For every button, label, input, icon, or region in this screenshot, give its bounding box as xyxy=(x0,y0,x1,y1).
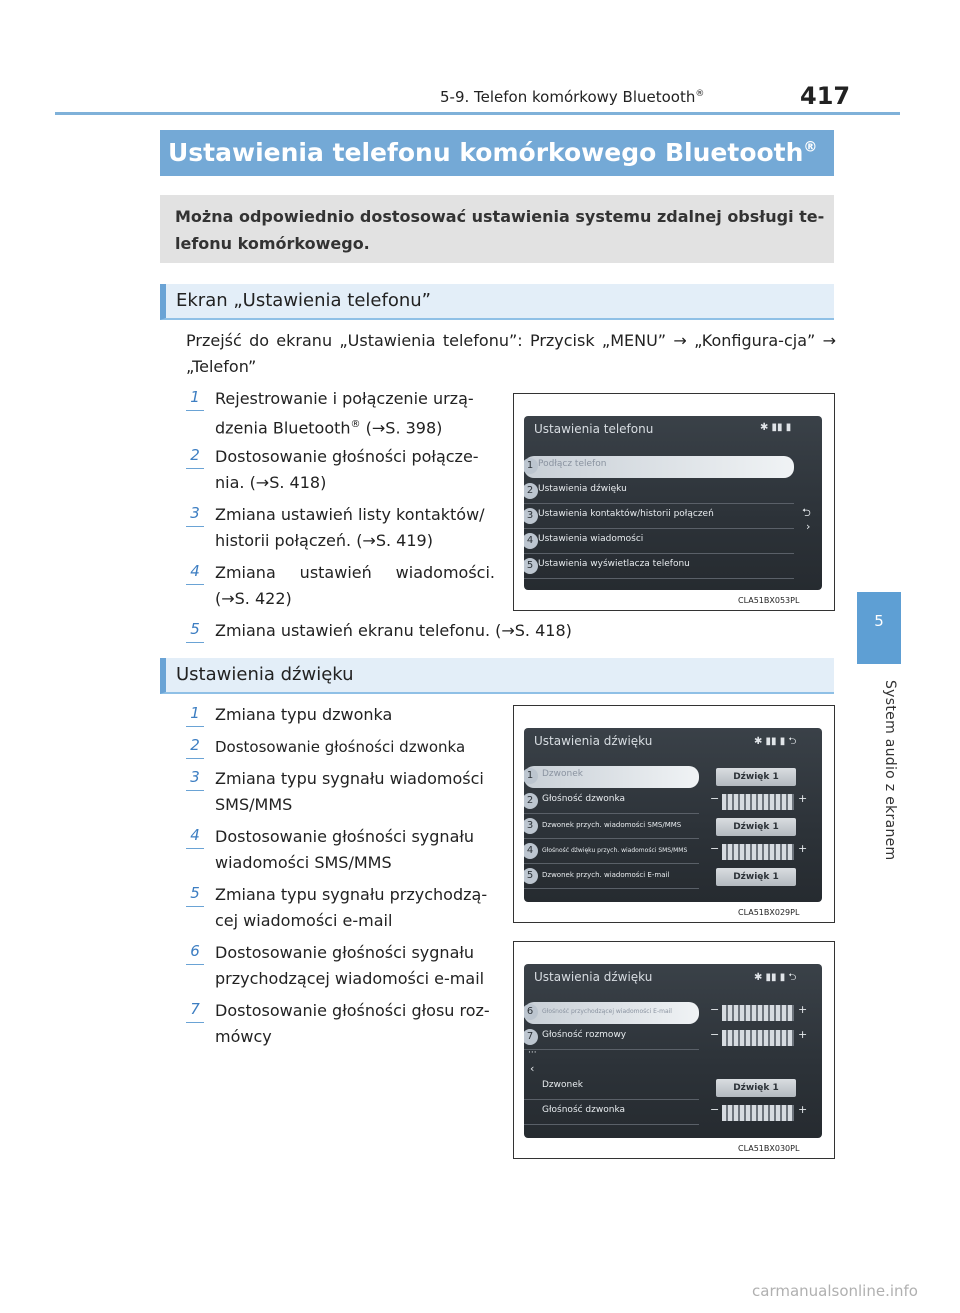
list-item xyxy=(215,734,465,760)
page-title-text: Ustawienia telefonu komórkowego Bluetooth xyxy=(168,138,804,167)
list-item xyxy=(215,766,484,818)
list-item-line: Zmiana ustawień listy kontaktów/ xyxy=(215,505,485,524)
screen-row-label: Ustawienia wiadomości xyxy=(538,534,644,544)
list-item-line: historii połączeń. (→S. 419) xyxy=(215,531,433,550)
list-item-line: wiadomości SMS/MMS xyxy=(215,853,392,872)
minus-icon: − xyxy=(710,792,720,805)
item-number: 6 xyxy=(186,942,204,965)
item-number: 4 xyxy=(186,562,204,585)
list-item xyxy=(215,444,479,496)
back-arrow-icon: ⮌ xyxy=(802,506,811,519)
list-item-line: Rejestrowanie i połączenie urzą- xyxy=(215,389,474,408)
screen-title: Ustawienia dźwięku xyxy=(534,734,653,748)
list-item-line: przychodzącej wiadomości e-mail xyxy=(215,969,485,988)
screen-row-label: Głośność rozmowy xyxy=(542,1030,627,1040)
callout-number: 1 xyxy=(524,458,538,474)
display-screen xyxy=(524,964,822,1138)
item-number: 4 xyxy=(186,826,204,849)
volume-bar xyxy=(722,794,794,810)
screen-title: Ustawienia telefonu xyxy=(534,422,654,436)
list-item-line xyxy=(215,412,474,441)
callout-number: 4 xyxy=(524,843,538,859)
item-number: 2 xyxy=(186,736,204,759)
ringtone-value: Dźwięk 1 xyxy=(716,768,796,786)
title-registered-mark: ® xyxy=(803,139,818,156)
sms-tone-value: Dźwięk 1 xyxy=(716,818,796,836)
screen-row xyxy=(524,816,699,839)
watermark: carmanualsonline.info xyxy=(752,1282,918,1300)
image-code: CLA51BX029PL xyxy=(738,908,800,917)
list-item-text: dzenia Bluetooth xyxy=(215,418,351,438)
screen-row xyxy=(524,766,699,788)
callout-number: 5 xyxy=(524,558,538,574)
screen-title: Ustawienia dźwięku xyxy=(534,970,653,984)
running-header-text: 5-9. Telefon komórkowy Bluetooth xyxy=(440,88,696,106)
chapter-number: 5 xyxy=(874,612,884,630)
screen-row-label: Głośność dzwonka xyxy=(542,794,626,804)
screen-row-label: Ustawienia kontaktów/historii połączeń xyxy=(538,509,714,519)
list-item-line: Dostosowanie głośności głosu roz- xyxy=(215,1001,490,1020)
list-item xyxy=(215,940,484,992)
screen-row xyxy=(524,531,794,554)
item-number: 5 xyxy=(186,884,204,907)
screen-row-label: Dzwonek xyxy=(542,769,583,779)
item-number: 1 xyxy=(186,704,204,727)
screen-row-label: Dzwonek przych. wiadomości E-mail xyxy=(542,871,670,879)
item-number: 7 xyxy=(186,1000,204,1023)
screen-row xyxy=(524,1027,699,1050)
list-item-line: Zmiana typu dzwonka xyxy=(215,705,393,724)
list-item xyxy=(215,702,392,728)
minus-icon: − xyxy=(710,1003,720,1016)
running-header xyxy=(440,88,704,106)
screen-row-label: Głośność dźwięku przych. wiadomości SMS/MMS xyxy=(542,847,688,854)
minus-icon: − xyxy=(710,1028,720,1041)
callout-number: 3 xyxy=(524,508,538,524)
minus-icon: − xyxy=(710,842,720,855)
plus-icon: + xyxy=(798,842,808,855)
email-tone-value: Dźwięk 1 xyxy=(716,868,796,886)
display-screen xyxy=(524,728,822,902)
chapter-title: System audio z ekranem xyxy=(882,680,898,861)
list-item xyxy=(215,386,474,441)
navigation-paragraph: Przejść do ekranu „Ustawienia telefonu”: Przycisk „MENU” → „Konfigura-cja” → „Telefon” xyxy=(186,331,836,376)
list-item xyxy=(215,824,474,876)
section-heading-sound: Ustawienia dźwięku xyxy=(176,664,354,685)
callout-number: 2 xyxy=(524,793,538,809)
screen-row-label: Głośność dzwonka xyxy=(542,1105,626,1115)
bluetooth-signal-battery-icon: ✱ ▮▮ ▮ ⮌ xyxy=(754,736,797,747)
registered-mark: ® xyxy=(695,89,705,99)
screen-row-label: Ustawienia wyświetlacza telefonu xyxy=(538,559,690,569)
volume-bar xyxy=(722,1105,794,1121)
list-item-line: Zmiana ustawień wiadomości. xyxy=(215,563,495,582)
plus-icon: + xyxy=(798,792,808,805)
callout-number: 1 xyxy=(524,768,538,784)
section-heading-phone-screen: Ekran „Ustawienia telefonu” xyxy=(176,290,431,311)
list-item xyxy=(215,618,572,644)
list-item xyxy=(215,560,495,612)
sound-settings-screenshot-2 xyxy=(513,941,835,1159)
screen-row xyxy=(524,481,794,504)
item-number: 3 xyxy=(186,768,204,791)
bluetooth-signal-battery-icon: ✱ ▮▮ ▮ ⮌ xyxy=(754,972,797,983)
callout-number: 3 xyxy=(524,818,538,834)
callout-number: 2 xyxy=(524,483,538,499)
screen-row-label: Podłącz telefon xyxy=(538,459,607,469)
list-item-line: Dostosowanie głośności sygnału xyxy=(215,827,475,846)
intro-text: Można odpowiednio dostosować ustawienia systemu zdalnej obsługi te-lefonu komórkowego. xyxy=(175,207,825,253)
page-title xyxy=(168,138,817,167)
volume-bar xyxy=(722,1005,794,1021)
callout-number: 6 xyxy=(524,1004,538,1020)
list-item-line: (→S. 422) xyxy=(215,589,292,608)
item-number: 1 xyxy=(186,388,204,411)
plus-icon: + xyxy=(798,1028,808,1041)
screen-row xyxy=(524,866,699,889)
screen-row xyxy=(524,556,794,579)
screen-row-label: Głośność przychodzącej wiadomości E-mail xyxy=(542,1008,672,1015)
header-rule xyxy=(55,112,900,115)
list-item-line: Zmiana typu sygnału wiadomości xyxy=(215,769,484,788)
ringtone-value: Dźwięk 1 xyxy=(716,1079,796,1097)
screen-row xyxy=(524,1002,699,1024)
list-item-line: Dostosowanie głośności dzwonka xyxy=(215,738,466,756)
display-screen xyxy=(524,416,822,590)
item-number: 5 xyxy=(186,620,204,643)
screen-row xyxy=(524,456,794,478)
list-item xyxy=(215,502,485,554)
list-item-line: Zmiana ustawień ekranu telefonu. (→S. 418) xyxy=(215,621,572,640)
screen-row xyxy=(524,791,699,814)
more-icon: ··· xyxy=(528,1048,537,1058)
list-item-line: Dostosowanie głośności sygnału xyxy=(215,943,475,962)
plus-icon: + xyxy=(798,1103,808,1116)
chevron-right-icon: › xyxy=(806,520,811,533)
sound-settings-screenshot-1 xyxy=(513,705,835,923)
plus-icon: + xyxy=(798,1003,808,1016)
screen-row-label: Dzwonek xyxy=(542,1080,583,1090)
list-item xyxy=(215,882,487,934)
image-code: CLA51BX053PL xyxy=(738,596,800,605)
bluetooth-signal-battery-icon: ✱ ▮▮ ▮ xyxy=(760,422,792,433)
screen-row xyxy=(524,1077,699,1100)
page-number: 417 xyxy=(800,82,851,110)
screen-row xyxy=(524,506,794,529)
list-item-line: mówcy xyxy=(215,1027,272,1046)
item-number: 3 xyxy=(186,504,204,527)
image-code: CLA51BX030PL xyxy=(738,1144,800,1153)
callout-number: 7 xyxy=(524,1029,538,1045)
list-item-line: cej wiadomości e-mail xyxy=(215,911,393,930)
chevron-left-icon: ‹ xyxy=(530,1062,535,1075)
list-item-line: Dostosowanie głośności połącze- xyxy=(215,447,479,466)
screen-row-label: Dzwonek przych. wiadomości SMS/MMS xyxy=(542,821,682,829)
list-item xyxy=(215,998,490,1050)
phone-settings-screenshot xyxy=(513,393,835,611)
volume-bar xyxy=(722,1030,794,1046)
screen-row xyxy=(524,1102,699,1125)
registered-mark: ® xyxy=(350,419,361,430)
callout-number: 4 xyxy=(524,533,538,549)
item-number: 2 xyxy=(186,446,204,469)
volume-bar xyxy=(722,844,794,860)
callout-number: 5 xyxy=(524,868,538,884)
list-item-line: SMS/MMS xyxy=(215,795,293,814)
list-item-text: (→S. 398) xyxy=(360,418,443,438)
screen-row-label: Ustawienia dźwięku xyxy=(538,484,627,494)
minus-icon: − xyxy=(710,1103,720,1116)
screen-row xyxy=(524,841,699,864)
list-item-line: nia. (→S. 418) xyxy=(215,473,327,492)
list-item-line: Zmiana typu sygnału przychodzą- xyxy=(215,885,488,904)
